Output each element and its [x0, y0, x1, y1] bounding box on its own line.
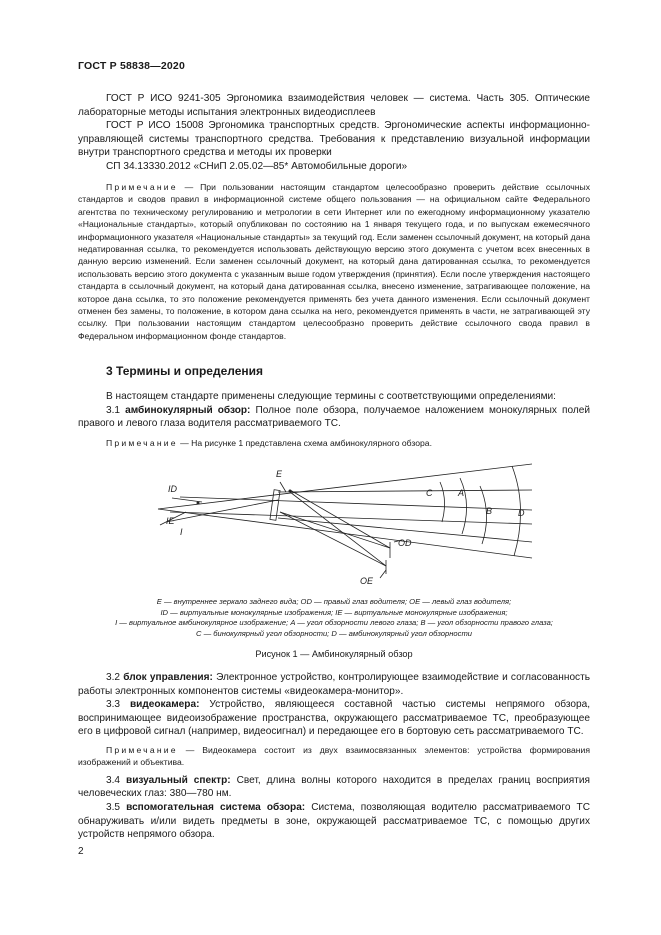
label-leader: [280, 482, 286, 492]
label-c: C: [426, 488, 433, 498]
angle-arc-c: [440, 482, 445, 522]
term-number: 3.1: [106, 404, 126, 416]
reference-item: ГОСТ Р ИСО 9241-305 Эргономика взаимодействия человек — система. Часть 305. Оптические лабораторные методы испытания электронных видеодисплеев: [78, 93, 590, 118]
legend-line: I — виртуальное амбинокулярное изображение; A — угол обзорности левого глаза; B — угол обзорности правого глаза;: [115, 618, 553, 628]
page-number: 2: [78, 846, 84, 857]
legend-line: C — бинокулярный угол обзорности; D — амбинокулярный угол обзорности: [195, 628, 473, 638]
sight-line: [158, 464, 532, 509]
angle-arc-a: [460, 478, 467, 534]
term-3-3: [78, 698, 590, 739]
label-id: ID: [168, 484, 177, 494]
note-label: Примечание: [106, 744, 178, 755]
sight-line: [180, 497, 532, 510]
term-name: блок управления:: [123, 672, 213, 683]
note-paragraph: [78, 744, 590, 769]
note-text: — При пользовании настоящим стандартом целесообразно проверить действие ссылочных стандартов и сводов правил в информационной системе общего пользования — на официальном сайте Федерального агентства по техническому регулированию и метрологии в сети Интернет или по ежегодному информационному указателю «Национальные стандарты», который опубликован по состоянию на 1 января текущего года, и по выпускам ежемесячного информационного указателя «Национальные стандарты» за текущий год. Если заменен ссылочный документ, на который дана недатированная ссылка, то рекомендуется использовать действующую версию этого документа с учетом всех внесенных в данную версию изменений. Если заменен ссылочный документ, на который дана датированная ссылка, то рекомендуется использовать версию этого документа с указанным выше годом утверждения (принятия). Если после утверждения настоящего стандарта в ссылочный документ, на который дана датированная ссылка, внесено изменение, затрагивающее положение, на которое дана ссылка, то это положение рекомендуется применять без учета данного изменения. Если ссылочный документ отменен без замены, то положение, в котором дана ссылка на него, рекомендуется применять в части, не затрагивающей эту ссылку. При пользовании настоящим стандартом целесообразно проверить действие ссылочного свода правил в Федеральном информационном фонде стандартов.: [78, 182, 590, 341]
term-definition: Устройство, являющееся составной частью системы непрямого обзора, воспринимающее видеоизображение пространства, окружающего рассматриваемое ТС, преобразующее его в цифровой сигнал (например, видеосигнал) и передающее его в бортовую сеть рассматриваемого ТС.: [78, 699, 591, 738]
label-b: B: [486, 506, 493, 516]
term-number: 3.2: [106, 672, 124, 683]
term-number: 3.4: [106, 774, 126, 786]
term-name: визуальный спектр:: [126, 774, 231, 786]
term-name: вспомогательная система обзора:: [126, 801, 306, 813]
sight-line: [166, 500, 278, 522]
term-definition: Свет, длина волны которого находится в пределах границ восприятия человеческих глаз: 380—780 нм.: [78, 774, 591, 800]
term-3-2: [78, 671, 590, 698]
label-e: E: [276, 469, 283, 479]
note-text: — Видеокамера состоит из двух взаимосвязанных элементов: устройства формирования изображений и объектива.: [78, 744, 590, 768]
label-od: OD: [398, 538, 412, 548]
reference-item: ГОСТ Р ИСО 15008 Эргономика транспортных средств. Эргономические аспекты информационно-управляющей системы транспортного средства. Требования к представлению визуальной информации внутри транспортного средства и методы их проверки: [78, 120, 590, 159]
virtual-image-point: [197, 502, 200, 505]
section-intro-block: [78, 390, 590, 449]
note-text: — На рисунке 1 представлена схема амбинокулярного обзора.: [177, 437, 432, 448]
mirror-point: [289, 490, 292, 493]
label-d: D: [518, 508, 525, 518]
term-number: 3.3: [106, 699, 130, 711]
term-name: видеокамера:: [129, 699, 200, 711]
label-oe: OE: [360, 576, 374, 586]
legend-line: ID — виртуальные монокулярные изображения; IE — виртуальные монокулярные изображения;: [160, 607, 508, 617]
terms-block: [78, 671, 590, 842]
note-label: Примечание: [106, 182, 178, 192]
note-paragraph: [78, 437, 590, 449]
references-block: [78, 92, 590, 174]
section-title: 3 Термины и определения: [106, 364, 264, 378]
label-i: I: [180, 527, 183, 537]
term-definition: Электронное устройство, контролирующее взаимодействие и согласованность работы электронных компонентов системы «видеокамера-монитор».: [78, 672, 590, 697]
term-definition: Система, позволяющая водителю рассматриваемого ТС обнаруживать и/или видеть предметы в зоне, окружающей рассматриваемое ТС, с помощью других устройств непрямого обзора.: [78, 801, 590, 841]
label-leader: [380, 570, 386, 578]
term-3-5: [78, 801, 590, 842]
note-block: [78, 181, 590, 342]
label-leader: [172, 498, 202, 502]
document-header: ГОСТ Р 58838—2020: [78, 60, 186, 72]
label-a: A: [458, 488, 465, 498]
term-3-1: [78, 404, 590, 431]
figure-title: Рисунок 1 — Амбинокулярный обзор: [255, 649, 413, 659]
legend-line: E — внутреннее зеркало заднего вида; OD — правый глаз водителя; OE — левый глаз водителя;: [156, 597, 512, 606]
note-paragraph: [78, 181, 590, 342]
term-number: 3.5: [106, 801, 127, 813]
ambinocular-diagram: [140, 452, 540, 592]
label-ie: IE: [166, 516, 175, 526]
term-3-4: [78, 774, 590, 801]
note-label: Примечание: [106, 437, 178, 448]
sight-line: [280, 512, 386, 566]
figure-legend: [78, 597, 590, 639]
term-definition: Полное поле обзора, получаемое наложением монокулярных полей правого и левого глаза водителя рассматриваемого ТС.: [78, 404, 590, 430]
term-name: амбинокулярный обзор:: [125, 404, 251, 416]
section-intro: В настоящем стандарте применены следующие термины с соответствующими определениями:: [106, 391, 556, 402]
reference-item: СП 34.13330.2012 «СНиП 2.05.02—85* Автомобильные дороги»: [106, 160, 408, 172]
